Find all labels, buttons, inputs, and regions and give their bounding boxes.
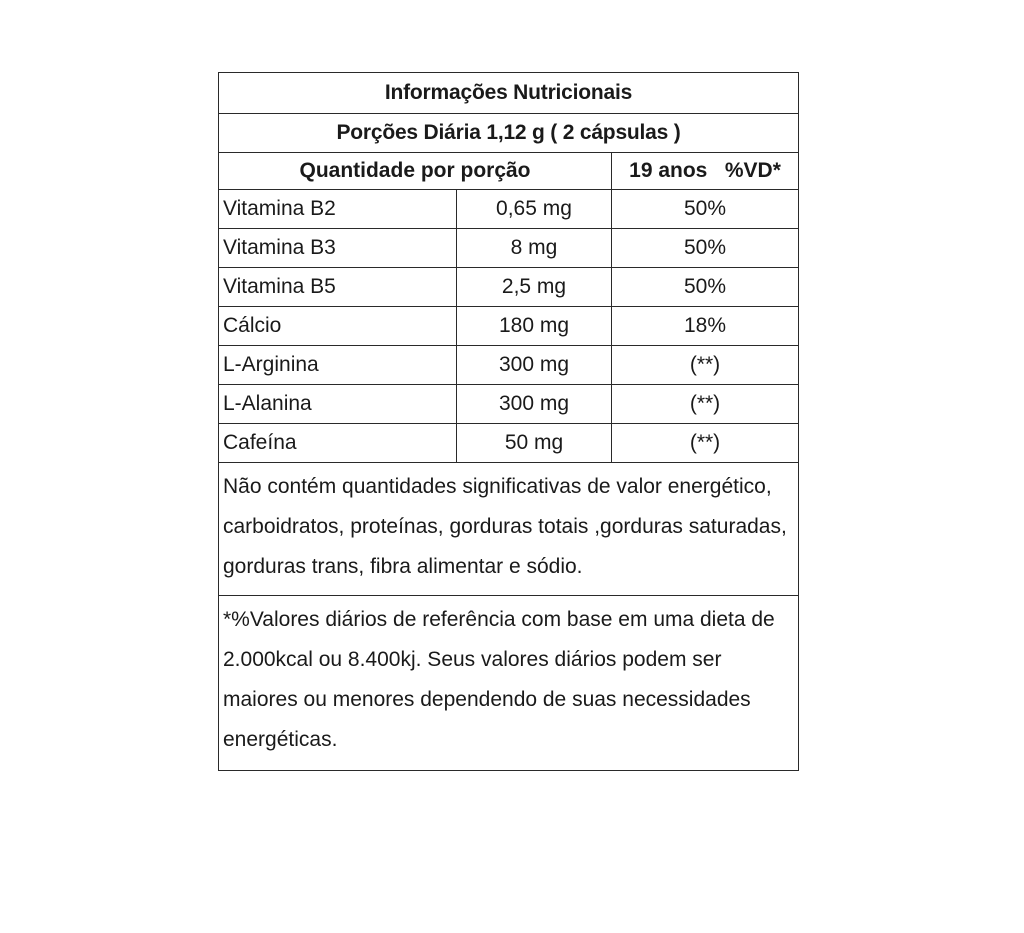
quantity-header: Quantidade por porção [219, 153, 612, 190]
nutrient-name: Cálcio [219, 307, 457, 346]
nutrient-vd: (**) [612, 385, 799, 424]
nutrient-amount: 50 mg [457, 424, 612, 463]
nutrient-amount: 300 mg [457, 346, 612, 385]
nutrient-name: Cafeína [219, 424, 457, 463]
nutrient-name: Vitamina B2 [219, 190, 457, 229]
table-row [219, 424, 799, 463]
nutrient-amount: 2,5 mg [457, 268, 612, 307]
daily-values-footnote: *%Valores diários de referência com base em uma dieta de 2.000kcal ou 8.400kj. Seus valores diários podem ser maiores ou menores dependendo de suas necessidades energéticas. [219, 596, 799, 771]
nutrient-vd: (**) [612, 424, 799, 463]
serving-size: Porções Diária 1,12 g ( 2 cápsulas ) [219, 114, 799, 153]
title-row [219, 73, 799, 114]
note-row-daily-values [219, 596, 799, 771]
table-row [219, 307, 799, 346]
nutrition-facts-table [218, 72, 799, 771]
table-row [219, 385, 799, 424]
nutrient-amount: 300 mg [457, 385, 612, 424]
table-row [219, 229, 799, 268]
nutrient-vd: 50% [612, 190, 799, 229]
nutrient-vd: (**) [612, 346, 799, 385]
table-row [219, 268, 799, 307]
nutrient-name: Vitamina B3 [219, 229, 457, 268]
table-title: Informações Nutricionais [219, 73, 799, 114]
note-row-not-contain [219, 463, 799, 596]
nutrient-amount: 180 mg [457, 307, 612, 346]
nutrient-name: L-Alanina [219, 385, 457, 424]
nutrient-name: L-Arginina [219, 346, 457, 385]
not-contain-note: Não contém quantidades significativas de valor energético, carboidratos, proteínas, gorduras totais ,gorduras saturadas, gorduras trans, fibra alimentar e sódio. [219, 463, 799, 596]
serving-row [219, 114, 799, 153]
vd-header: 19 anos %VD* [612, 153, 799, 190]
nutrient-amount: 0,65 mg [457, 190, 612, 229]
table-row [219, 346, 799, 385]
nutrient-amount: 8 mg [457, 229, 612, 268]
nutrient-name: Vitamina B5 [219, 268, 457, 307]
nutrient-vd: 50% [612, 229, 799, 268]
nutrient-vd: 50% [612, 268, 799, 307]
nutrient-vd: 18% [612, 307, 799, 346]
table-row [219, 190, 799, 229]
column-header-row [219, 153, 799, 190]
